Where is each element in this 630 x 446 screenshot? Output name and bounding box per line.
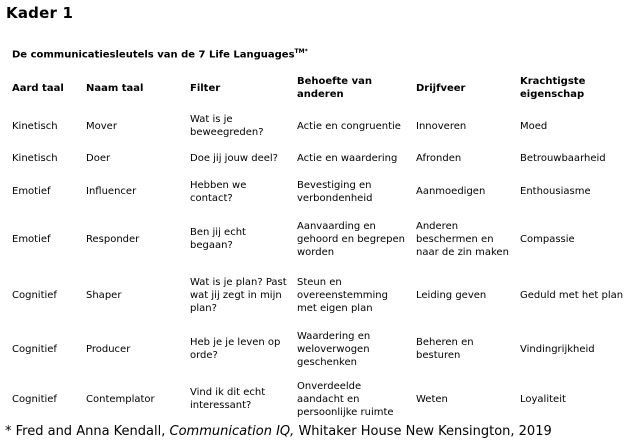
cell-aard-taal: Cognitief <box>12 290 57 301</box>
cell-naam-taal: Producer <box>86 343 131 355</box>
cell-drijfveer: Afronden <box>416 152 462 164</box>
trademark-mark: TM* <box>294 48 308 55</box>
header-behoefte: Behoefte van anderen <box>297 76 372 100</box>
header-eigenschap: Krachtigste eigenschap <box>520 76 586 100</box>
cell-drijfveer: Anderen beschermen en naar de zin maken <box>416 220 509 258</box>
cell-drijfveer: Weten <box>416 393 448 405</box>
cell-behoefte: Bevestiging en verbondenheid <box>297 179 373 204</box>
cell-drijfveer: Innoveren <box>416 120 467 132</box>
cell-aard-taal: Emotief <box>12 233 51 245</box>
cell-behoefte: Steun en overeenstemming met eigen plan <box>297 277 388 314</box>
cell-eigenschap: Compassie <box>520 233 575 245</box>
cell-naam-taal: Influencer <box>86 186 137 197</box>
cell-eigenschap: Enthousiasme <box>520 186 591 197</box>
cell-eigenschap: Geduld met het plan <box>520 290 624 301</box>
cell-filter: Hebben we contact? <box>190 179 247 204</box>
cell-naam-taal: Doer <box>86 152 111 164</box>
footnote-book-title: Communication IQ, <box>169 424 295 439</box>
cell-aard-taal: Kinetisch <box>12 152 58 164</box>
cell-naam-taal: Mover <box>86 120 117 132</box>
cell-behoefte: Waardering en weloverwogen geschenken <box>297 330 371 368</box>
footnote-publisher: Whitaker House New Kensington, 2019 <box>298 424 552 439</box>
cell-filter: Ben jij echt begaan? <box>190 227 246 251</box>
table-title <box>12 48 308 60</box>
cell-drijfveer: Leiding geven <box>416 290 487 301</box>
cell-filter: Wat is je beweegreden? <box>190 114 264 138</box>
header-naam-taal: Naam taal <box>86 82 144 94</box>
cell-aard-taal: Kinetisch <box>12 120 58 132</box>
cell-behoefte: Aanvaarding en gehoord en begrepen worden <box>297 220 405 258</box>
cell-eigenschap: Loyaliteit <box>520 393 566 405</box>
box-heading: Kader 1 <box>6 4 74 22</box>
cell-behoefte: Onverdeelde aandacht en persoonlijke ruimte <box>297 380 394 418</box>
cell-drijfveer: Beheren en besturen <box>416 337 474 361</box>
table-title-text: De communicatiesleutels van de 7 Life Languages <box>12 49 295 61</box>
table-row <box>6 324 628 374</box>
cell-filter: Doe jij jouw deel? <box>190 152 278 164</box>
cell-aard-taal: Emotief <box>12 186 51 197</box>
cell-eigenschap: Moed <box>520 120 548 132</box>
header-aard-taal: Aard taal <box>12 82 64 94</box>
cell-naam-taal: Responder <box>86 233 140 245</box>
table-row <box>6 267 628 324</box>
cell-filter: Vind ik dit echt interessant? <box>190 387 266 411</box>
cell-eigenschap: Vindingrijkheid <box>520 343 595 355</box>
cell-filter: Wat is je plan? Past wat jij zegt in mijn plan? <box>190 277 287 314</box>
table-row <box>6 108 628 144</box>
cell-eigenschap: Betrouwbaarheid <box>520 152 606 164</box>
cell-behoefte: Actie en waardering <box>297 152 398 164</box>
table-row <box>6 374 628 424</box>
cell-drijfveer: Aanmoedigen <box>416 186 486 197</box>
cell-behoefte: Actie en congruentie <box>297 120 401 132</box>
footnote-authors: * Fred and Anna Kendall, <box>5 424 166 439</box>
cell-aard-taal: Cognitief <box>12 393 57 405</box>
table-row <box>6 172 628 211</box>
table-row <box>6 211 628 267</box>
table-row <box>6 144 628 172</box>
cell-aard-taal: Cognitief <box>12 343 57 355</box>
cell-naam-taal: Contemplator <box>86 393 155 405</box>
source-footnote <box>5 424 552 439</box>
cell-filter: Heb je je leven op orde? <box>190 337 281 361</box>
communication-keys-table <box>6 68 628 424</box>
cell-naam-taal: Shaper <box>86 290 122 301</box>
header-drijfveer: Drijfveer <box>416 82 466 94</box>
table-header-row <box>6 68 628 108</box>
header-filter: Filter <box>190 82 221 94</box>
